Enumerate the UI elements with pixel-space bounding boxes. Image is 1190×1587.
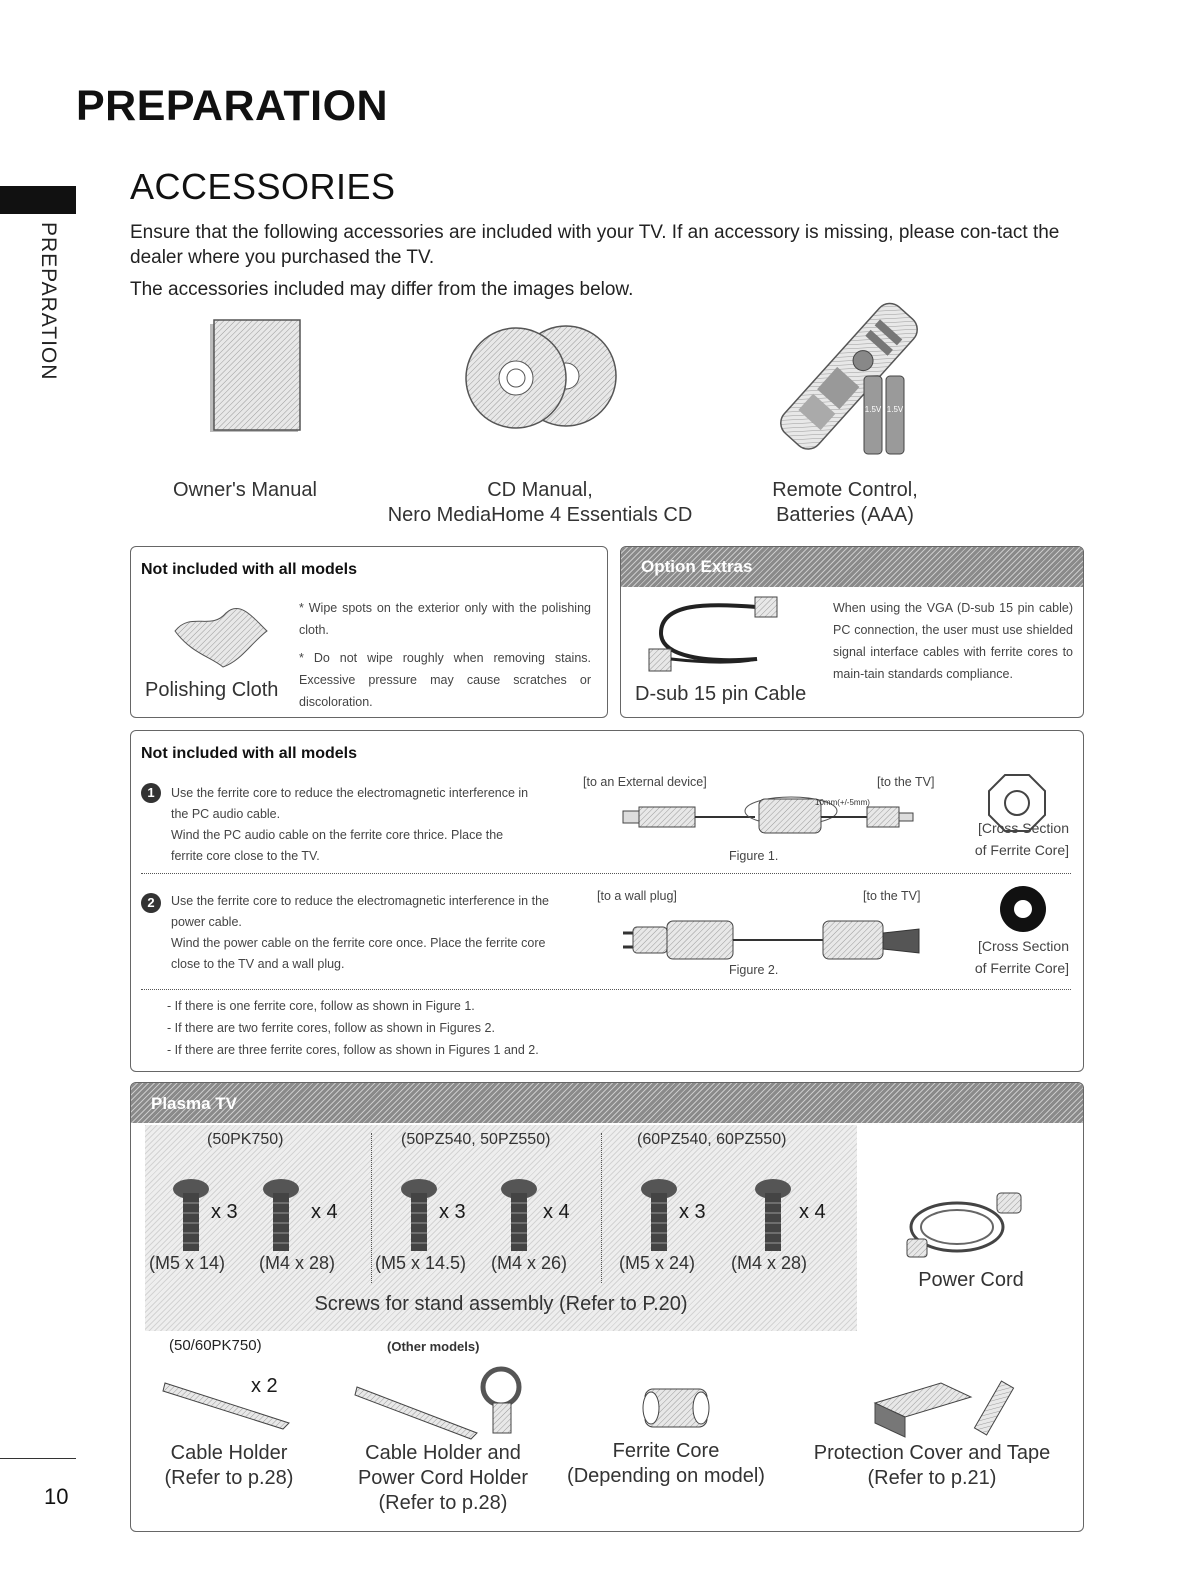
step-1-line-1: Use the ferrite core to reduce the electromagnetic interference in the PC audio cable. bbox=[171, 786, 529, 821]
screw-1a-size: (M5 x 14) bbox=[149, 1253, 226, 1273]
owners-manual-illustration bbox=[200, 316, 310, 436]
ferrite-rule-3: - If there are three ferrite cores, follow as shown in Figures 1 and 2. bbox=[167, 1043, 539, 1057]
protection-cover-caption bbox=[791, 1441, 1073, 1491]
screw-3b-qty: x 4 bbox=[799, 1201, 826, 1223]
polishing-box-title: Not included with all models bbox=[141, 561, 358, 578]
page-heading: PREPARATION bbox=[76, 82, 389, 130]
remote-control-illustration bbox=[776, 294, 926, 460]
ferrite-core-caption bbox=[551, 1439, 781, 1489]
screw-3b-size: (M4 x 28) bbox=[731, 1253, 808, 1273]
step-2-line-2: Wind the power cable on the ferrite core once. Place the ferrite core close to the TV and a wall plug. bbox=[171, 936, 546, 971]
owners-manual-caption bbox=[140, 478, 350, 503]
plasma-tv-box bbox=[130, 1082, 1084, 1532]
ferrite-box bbox=[130, 730, 1084, 1072]
cable-holder-caption bbox=[131, 1441, 327, 1491]
fig1-dimension-label: 10mm(+/-5mm) bbox=[815, 798, 870, 807]
polishing-note-1: * Wipe spots on the exterior only with the polishing cloth. bbox=[299, 601, 591, 637]
screws-caption: Screws for stand assembly (Refer to P.20) bbox=[314, 1293, 688, 1315]
screw-1a-qty: x 3 bbox=[211, 1201, 238, 1223]
divider bbox=[141, 989, 1071, 990]
option-extras-note: When using the VGA (D-sub 15 pin cable) PC connection, the user must use shielded signal interface cables with ferrite cores to main-tain standards compliance. bbox=[833, 601, 1073, 681]
dsub-cable-label: D-sub 15 pin Cable bbox=[635, 683, 807, 705]
screw-3a-qty: x 3 bbox=[679, 1201, 706, 1223]
figure-1-illustration bbox=[619, 791, 919, 843]
intro-paragraph-1: Ensure that the following accessories are included with your TV. If an accessory is missing, please con-tact the dealer where you purchased the TV. bbox=[130, 222, 1060, 268]
remote-caption bbox=[730, 478, 960, 528]
cd-manual-sublabel: Nero MediaHome 4 Essentials CD bbox=[387, 504, 693, 526]
owners-manual-label: Owner's Manual bbox=[173, 479, 317, 501]
cable-holder-ref: (Refer to p.28) bbox=[164, 1467, 294, 1489]
screw-3a-size: (M5 x 24) bbox=[619, 1253, 696, 1273]
cable-power-holder-illustration bbox=[351, 1363, 541, 1453]
plasma-tv-title: Plasma TV bbox=[151, 1094, 237, 1113]
step-2-line-1: Use the ferrite core to reduce the electromagnetic interference in the power cable. bbox=[171, 894, 549, 929]
cross-section-2-illustration bbox=[997, 883, 1049, 935]
ferrite-core-label: Ferrite Core bbox=[612, 1440, 720, 1462]
step-2-text bbox=[171, 891, 551, 975]
page-number: 10 bbox=[44, 1484, 69, 1509]
power-cord-label: Power Cord bbox=[918, 1269, 1024, 1291]
fig1-left-label: [to an External device] bbox=[583, 775, 707, 789]
remote-sublabel: Batteries (AAA) bbox=[776, 504, 914, 526]
cable-holder-illustration bbox=[159, 1373, 299, 1433]
fig2-right-label: [to the TV] bbox=[863, 889, 921, 903]
cross-section-1-label bbox=[951, 817, 1069, 861]
cable-power-holder-caption bbox=[341, 1441, 545, 1516]
cross-section-2-line-2: of Ferrite Core] bbox=[974, 960, 1069, 976]
screw-2b-qty: x 4 bbox=[543, 1201, 570, 1223]
cable-power-holder-label-1: Cable Holder and bbox=[365, 1442, 521, 1464]
cd-illustration bbox=[464, 322, 620, 434]
dsub-cable-illustration bbox=[647, 593, 797, 677]
cable-holder-label: Cable Holder bbox=[170, 1442, 288, 1464]
battery-label: 1.5V bbox=[886, 405, 904, 414]
step-1-text bbox=[171, 783, 531, 867]
screw-1b-qty: x 4 bbox=[311, 1201, 338, 1223]
cd-manual-label: CD Manual, bbox=[487, 479, 593, 501]
step-1-line-2: Wind the PC audio cable on the ferrite core thrice. Place the ferrite core close to the TV. bbox=[171, 828, 504, 863]
option-extras-title: Option Extras bbox=[641, 557, 753, 576]
remote-label: Remote Control, bbox=[772, 479, 918, 501]
cable-power-holder-ref: (Refer to p.28) bbox=[378, 1492, 508, 1514]
polishing-notes bbox=[299, 597, 591, 713]
side-tab-label: PREPARATION bbox=[37, 222, 60, 381]
screw-group-1-model: (50PK750) bbox=[207, 1131, 284, 1148]
cable-power-holder-label-2: Power Cord Holder bbox=[357, 1467, 529, 1489]
intro-text bbox=[130, 220, 1080, 309]
protection-cover-ref: (Refer to p.21) bbox=[867, 1467, 997, 1489]
cable-holder-model: (50/60PK750) bbox=[169, 1337, 262, 1354]
cross-section-2-line-1: [Cross Section bbox=[977, 938, 1069, 954]
screw-2a-qty: x 3 bbox=[439, 1201, 466, 1223]
power-cord-illustration bbox=[901, 1183, 1031, 1263]
figure-2-caption: Figure 2. bbox=[729, 963, 779, 977]
cross-section-1-line-1: [Cross Section bbox=[977, 820, 1069, 836]
cable-power-holder-model: (Other models) bbox=[387, 1339, 480, 1354]
screw-group-2-model: (50PZ540, 50PZ550) bbox=[401, 1131, 551, 1148]
cd-manual-caption bbox=[360, 478, 720, 528]
screw-2a-size: (M5 x 14.5) bbox=[375, 1253, 467, 1273]
protection-cover-illustration bbox=[871, 1373, 1031, 1443]
ferrite-rule-1: - If there is one ferrite core, follow as shown in Figure 1. bbox=[167, 999, 475, 1013]
screw-1b-size: (M4 x 28) bbox=[259, 1253, 336, 1273]
screw-group-3-model: (60PZ540, 60PZ550) bbox=[637, 1131, 787, 1148]
step-1-number: 1 bbox=[141, 783, 161, 803]
fig1-right-label: [to the TV] bbox=[877, 775, 935, 789]
option-extras-box bbox=[620, 546, 1084, 718]
ferrite-rule-2: - If there are two ferrite cores, follow as shown in Figures 2. bbox=[167, 1021, 495, 1035]
polishing-cloth-box bbox=[130, 546, 608, 718]
cross-section-2-label bbox=[951, 935, 1069, 979]
side-tab-marker bbox=[0, 186, 76, 214]
figure-1-caption: Figure 1. bbox=[729, 849, 779, 863]
ferrite-rules bbox=[167, 995, 539, 1061]
cross-section-1-line-2: of Ferrite Core] bbox=[974, 842, 1069, 858]
intro-paragraph-2: The accessories included may differ from the images below. bbox=[130, 279, 634, 300]
section-title: ACCESSORIES bbox=[130, 166, 396, 207]
ferrite-core-note: (Depending on model) bbox=[567, 1465, 765, 1487]
plasma-tv-band bbox=[131, 1083, 1083, 1123]
step-2-number: 2 bbox=[141, 893, 161, 913]
footer-rule bbox=[0, 1458, 76, 1459]
screw-2b-size: (M4 x 26) bbox=[491, 1253, 568, 1273]
cable-holder-qty: x 2 bbox=[251, 1375, 278, 1397]
fig2-left-label: [to a wall plug] bbox=[597, 889, 677, 903]
ferrite-core-illustration bbox=[631, 1367, 721, 1447]
polishing-note-2: * Do not wipe roughly when removing stains. Excessive pressure may cause scratches or discoloration. bbox=[299, 651, 591, 709]
protection-cover-label: Protection Cover and Tape bbox=[813, 1442, 1051, 1464]
ferrite-box-title: Not included with all models bbox=[141, 745, 358, 762]
polishing-cloth-illustration bbox=[171, 601, 271, 671]
battery-label: 1.5V bbox=[864, 405, 882, 414]
divider bbox=[371, 1133, 372, 1283]
divider bbox=[141, 873, 1071, 874]
divider bbox=[601, 1133, 602, 1283]
polishing-cloth-label: Polishing Cloth bbox=[145, 679, 279, 701]
